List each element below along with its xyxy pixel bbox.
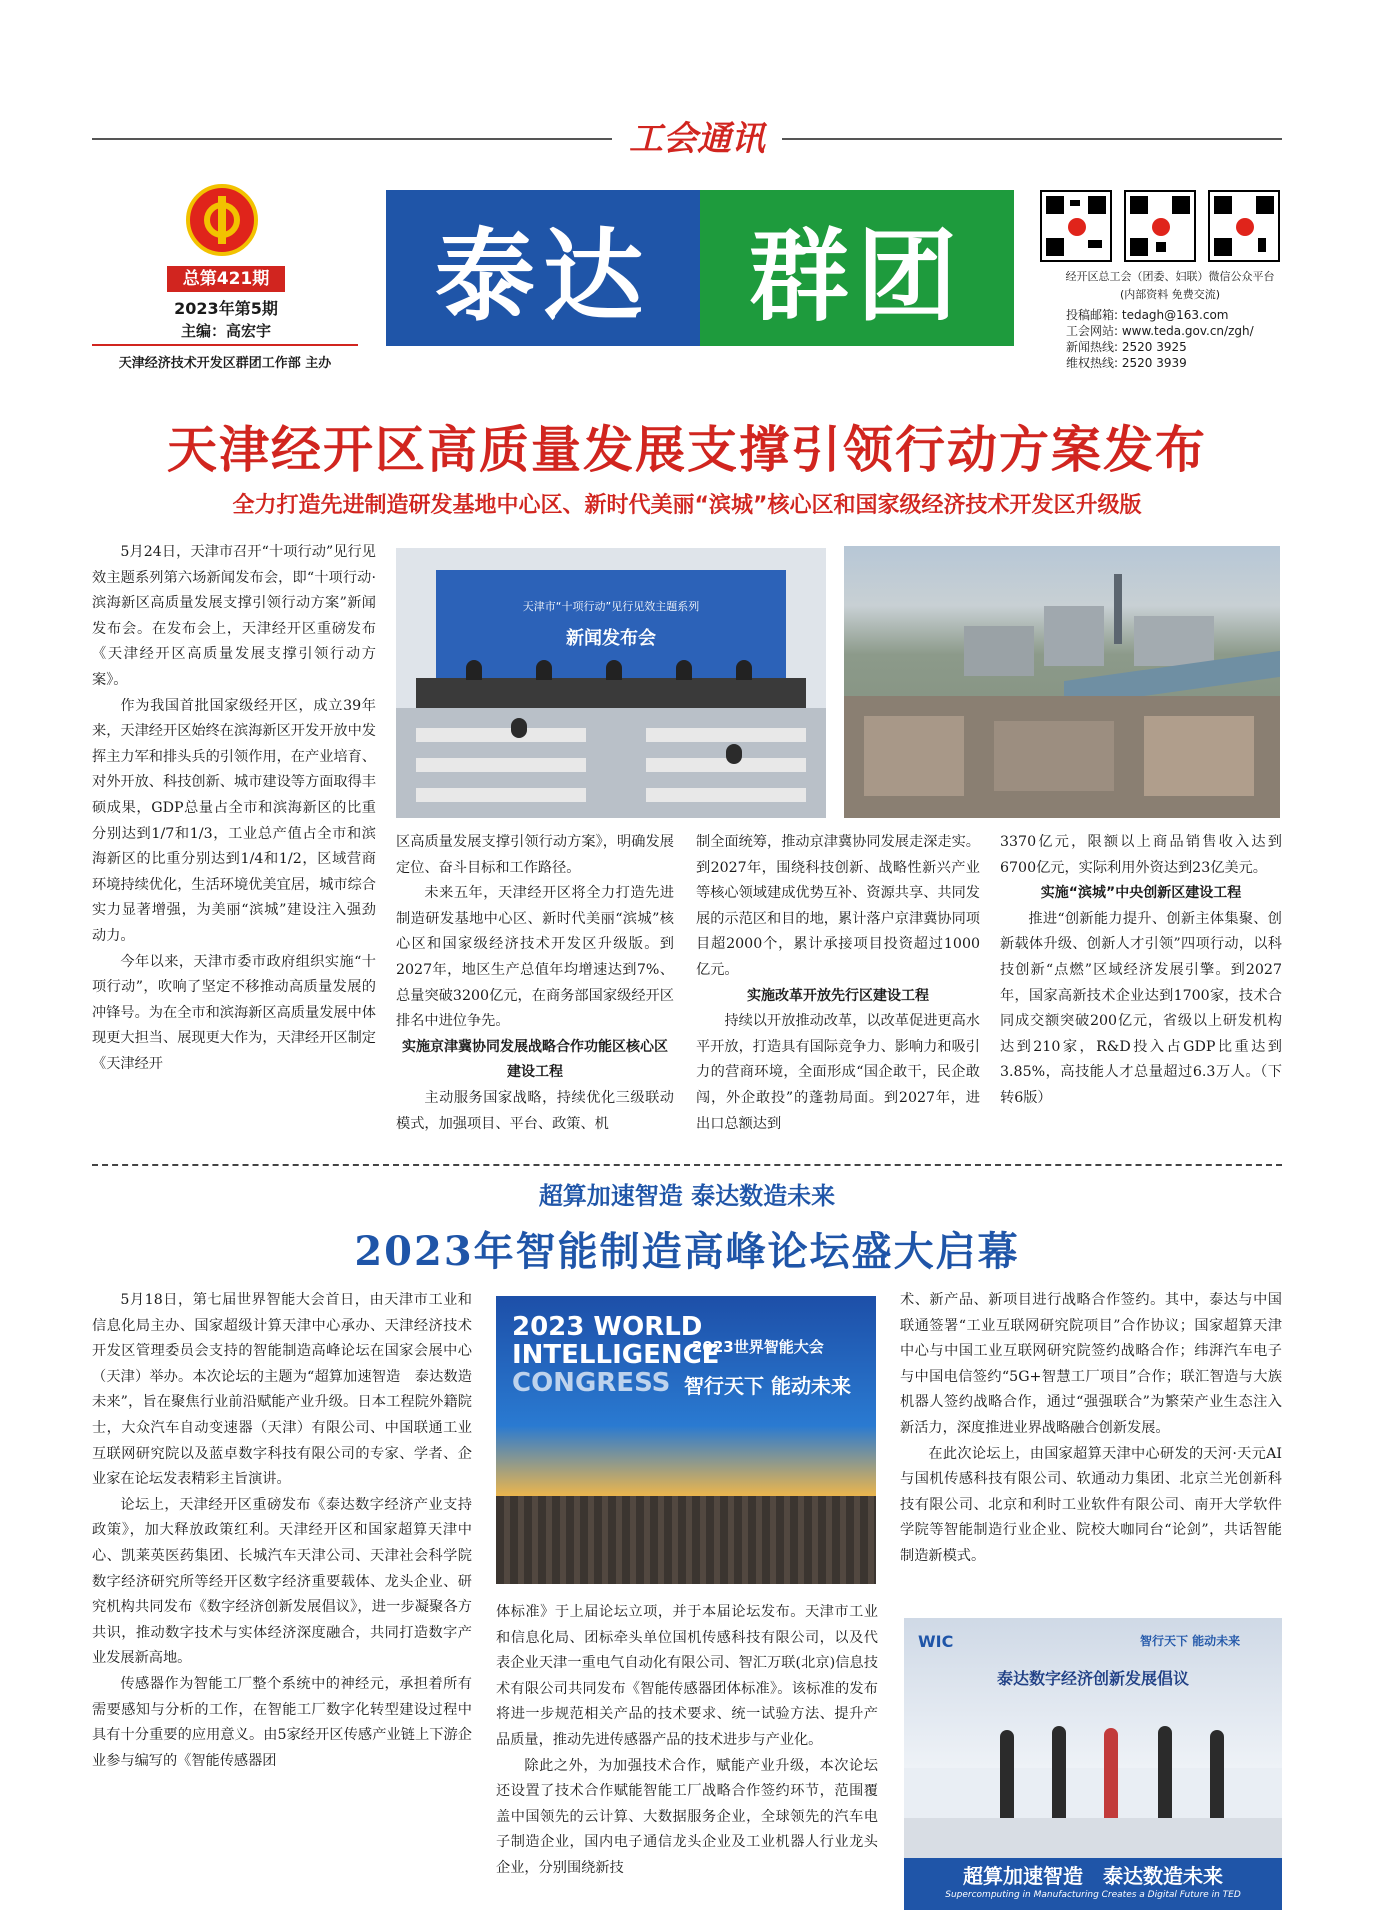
title-left: 泰达 [435, 218, 651, 335]
newspaper-title [386, 190, 1014, 346]
photo-banner-text: 天津市“十项行动”见行见效主题系列 [522, 600, 700, 613]
qr-code-women-icon[interactable] [1208, 190, 1280, 262]
issue-total-badge: 总第421期 [167, 266, 285, 292]
contact-email: 投稿邮箱: tedagh@163.com [1066, 308, 1229, 322]
paragraph: 推进“创新能力提升、创新主体集聚、创新载体升级、创新人才引领”四项行动，以科技创新“点燃”区域经济发展引擎。到2027年，国家高新技术企业达到1700家，技术合同成交额突破200亿元，省级以上研发机构达到210家，R&D投入占GDP比重达到3.85%，高技能人才总量超过6.3万人。（下转6版） [1000, 910, 1282, 1106]
article2-headline: 2023年智能制造高峰论坛盛大启幕 [354, 1228, 1020, 1275]
section-heading: 实施“滨城”中央创新区建设工程 [1040, 885, 1242, 902]
paragraph: 持续以开放推动改革，以改革促进更高水平开放，打造具有国际竞争力、影响力和吸引力的营商环境，全面形成“国企敢干，民企敢闯，外企敢投”的蓬勃局面。到2027年，进出口总额达到 [696, 1013, 980, 1132]
press-conference-photo [396, 548, 826, 818]
article1-subhead: 全力打造先进制造研发基地中心区、新时代美丽“滨城”核心区和国家级经济技术开发区升级版 [232, 493, 1142, 518]
article2-column-3 [900, 1288, 1282, 1570]
congress-photo [496, 1296, 876, 1584]
stage-banner-text: 超算加速智造 泰达数造未来 [963, 1864, 1223, 1888]
photo-wic-line3: CONGRESS [512, 1368, 671, 1398]
article1-headline: 天津经开区高质量发展支撑引领行动方案发布 [167, 421, 1207, 479]
paragraph: 3370亿元，限额以上商品销售收入达到6700亿元，实际利用外资达到23亿美元。 [1000, 834, 1282, 876]
paragraph: 作为我国首批国家级经开区，成立39年来，天津经开区始终在滨海新区开发开放中发挥主力军和排头兵的引领作用，在产业培育、对外开放、科技创新、城市建设等方面取得丰硕成果，GDP总量占全市和滨海新区的比重分别达到1/7和1/3，工业总产值占全市和滨海新区的比重分别达到1/4和1/2，区域营商环境持续优化，生活环境优美宜居，城市综合实力显著增强，为美丽“滨城”建设注入强劲动力。 [92, 697, 376, 944]
paragraph: 传感器作为智能工厂整个系统中的神经元，承担着所有需要感知与分析的工作，在智能工厂数字化转型建设过程中具有十分重要的应用意义。由5家经开区传感产业链上下游企业参与编写的《智能传感器团 [92, 1675, 472, 1769]
title-right: 群团 [749, 218, 965, 335]
union-emblem-icon [186, 184, 258, 256]
article1-column-1 [92, 540, 376, 1077]
issue-editor: 主编：高宏宇 [180, 322, 271, 340]
publisher-line: 天津经济技术开发区群团工作部 主办 [118, 356, 332, 371]
contact-news-hotline: 新闻热线: 2520 3925 [1066, 340, 1187, 354]
article2-column-2 [496, 1600, 878, 1882]
paragraph: 制全面统筹，推动京津冀协同发展走深走实。到2027年，围绕科技创新、战略性新兴产业等核心领域建成优势互补、资源共享、共同发展的示范区和目的地，累计落户京津冀协同项目超2000个，累计承接项目投资超过1000亿元。 [696, 834, 980, 978]
article1-column-3 [696, 830, 980, 1137]
paragraph: 在此次论坛上，由国家超算天津中心研发的天河·天元AI与国机传感科技有限公司、软通动力集团、北京兰光创新科技有限公司、北京和利时工业软件有限公司、南开大学软件学院等智能制造行业企业、院校大咖同台“论剑”，共话智能制造新模式。 [900, 1445, 1282, 1564]
qr-note: (内部资料 免费交流) [1119, 288, 1221, 301]
qr-code-youth-icon[interactable] [1124, 190, 1196, 262]
paragraph: 5月18日，第七届世界智能大会首日，由天津市工业和信息化局主办、国家超级计算天津中心承办、天津经济技术开发区管理委员会支持的智能制造高峰论坛在国家会展中心（天津）举办。本次论坛的主题为“超算加速智造 泰达数造未来”，旨在聚焦行业前沿赋能产业升级。日本工程院外籍院士，大众汽车自动变速器（天津）有限公司、中国联通工业互联网研究院以及蓝卓数字科技有限公司的专家、学者、企业家在论坛发表精彩主旨演讲。 [92, 1292, 472, 1488]
stage-initiative-title: 泰达数字经济创新发展倡议 [996, 1669, 1189, 1688]
photo-wic-cn: 2023世界智能大会 [692, 1338, 824, 1356]
article1-column-4 [1000, 830, 1282, 1112]
article1-column-2 [396, 830, 674, 1137]
photo-wic-slogan: 智行天下 能动未来 [684, 1374, 851, 1398]
article2-kicker: 超算加速智造 泰达数造未来 [538, 1182, 836, 1210]
issue-year: 2023年第5期 [174, 299, 278, 318]
section-heading: 实施京津冀协同发展战略合作功能区核心区建设工程 [402, 1038, 668, 1081]
paragraph: 主动服务国家战略，持续优化三级联动模式，加强项目、平台、政策、机 [396, 1089, 674, 1132]
paragraph: 区高质量发展支撑引领行动方案》，明确发展定位、奋斗目标和工作路径。 [396, 834, 674, 876]
photo-wic-line1: 2023 WORLD [512, 1312, 703, 1342]
paragraph: 论坛上，天津经开区重磅发布《泰达数字经济产业支持政策》，加大释放政策红利。天津经开区和国家超算天津中心、凯莱英医药集团、长城汽车天津公司、天津社会科学院数字经济研究所等经开区数字经济重要载体、龙头企业、研究机构共同发布《数字经济创新发展倡议》，进一步凝聚各方共识，推动数字技术与实体经济深度融合，共同打造数字产业发展新高地。 [92, 1496, 472, 1667]
paragraph: 体标准》于上届论坛立项，并于本届论坛发布。天津市工业和信息化局、团标牵头单位国机传感科技有限公司，以及代表企业天津一重电气自动化有限公司、智汇万联(北京)信息技术有限公司共同发布《智能传感器团体标准》。该标准的发布将进一步规范相关产品的技术要求、统一试验方法、提升产品质量，推动先进传感器产品的技术进步与产业化。 [496, 1604, 878, 1748]
stage-slogan-small: 智行天下 能动未来 [1140, 1634, 1241, 1648]
photo-banner-title: 新闻发布会 [566, 628, 656, 649]
paragraph: 未来五年，天津经开区将全力打造先进制造研发基地中心区、新时代美丽“滨城”核心区和国家级经济技术开发区升级版。到2027年，地区生产总值年均增速达到7%、总量突破3200亿元，在商务部国家级经开区排名中进位争先。 [396, 885, 674, 1030]
contact-website: 工会网站: www.teda.gov.cn/zgh/ [1066, 324, 1254, 338]
city-aerial-photo [844, 546, 1280, 818]
section-heading: 实施改革开放先行区建设工程 [747, 987, 929, 1004]
paragraph: 今年以来，天津市委市政府组织实施“十项行动”，吹响了坚定不移推动高质量发展的冲锋号。为在全市和滨海新区高质量发展中体现更大担当、展现更大作为，天津经开区制定《天津经开 [92, 953, 376, 1072]
paragraph: 5月24日，天津市召开“十项行动”见行见效主题系列第六场新闻发布会，即“十项行动·滨海新区高质量发展支撑引领行动方案”新闻发布会。在发布会上，天津经开区重磅发布《天津经开区高质量发展支撑引领行动方案》。 [92, 544, 376, 688]
article2-column-1 [92, 1288, 472, 1774]
wic-logo-text: WIC [918, 1632, 954, 1651]
masthead-left-rule [92, 344, 358, 346]
section-divider [92, 1164, 1282, 1166]
photo-wic-line2: INTELLIGENCE [512, 1340, 720, 1370]
paragraph: 除此之外，为加强技术合作，赋能产业升级，本次论坛还设置了技术合作赋能智能工厂战略合作签约环节，范围覆盖中国领先的云计算、大数据服务企业，全球领先的汽车电子制造企业，国内电子通信龙头企业及工业机器人行业龙头企业，分别围绕新技 [496, 1757, 878, 1876]
masthead-script-title: 工会通讯 [612, 116, 782, 162]
paragraph: 术、新产品、新项目进行战略合作签约。其中，泰达与中国联通签署“工业互联网研究院项目”合作协议；国家超算天津中心与中国工业互联网研究院签约战略合作；纬湃汽车电子与中国电信签约“5G+智慧工厂项目”合作；联汇智造与大族机器人签约战略合作，通过“强强联合”为繁荣产业生态注入新活力，深度推进业界战略融合创新发展。 [900, 1292, 1282, 1436]
stage-banner-english: Supercomputing in Manufacturing Creates a Digital Future in TED [945, 1890, 1241, 1900]
initiative-stage-photo [904, 1618, 1282, 1910]
contact-rights-hotline: 维权热线: 2520 3939 [1066, 356, 1187, 370]
qr-caption: 经开区总工会（团委、妇联）微信公众平台 [1065, 270, 1275, 283]
qr-code-union-icon[interactable] [1040, 190, 1112, 262]
